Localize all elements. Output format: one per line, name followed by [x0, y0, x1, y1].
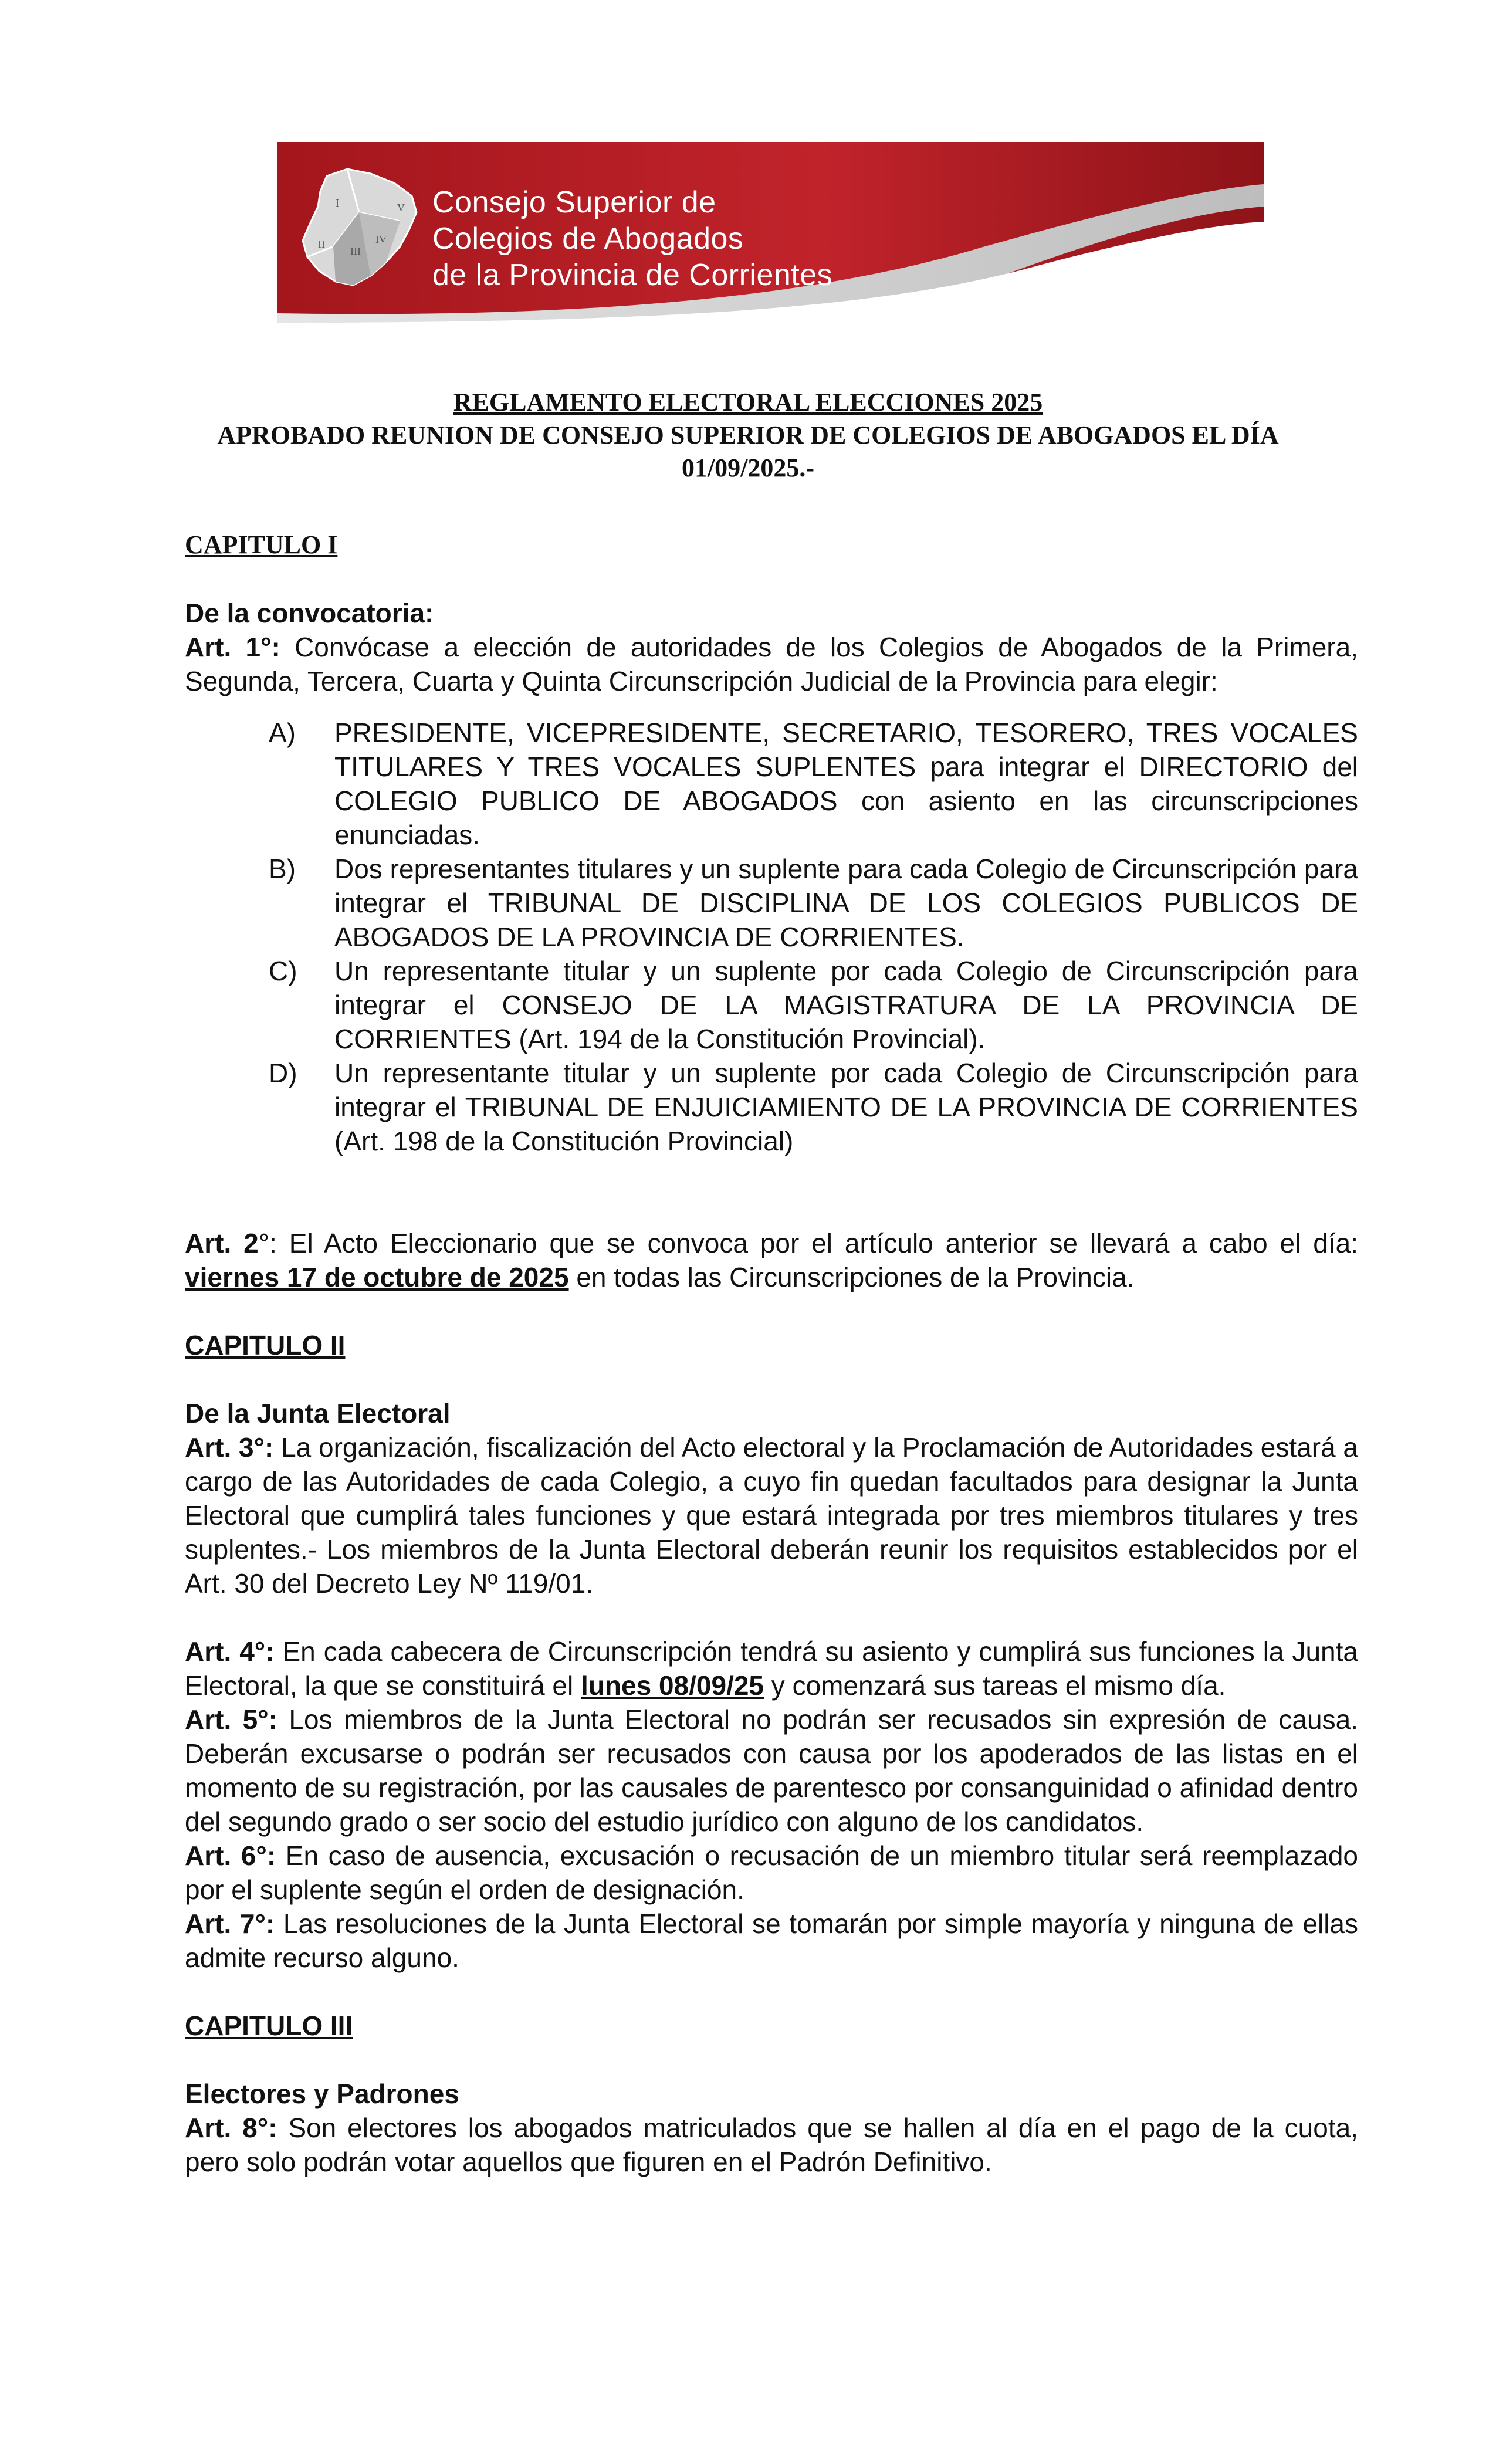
article-2-text-a: °: El Acto Eleccionario que se convoca por el artículo anterior se llevará a cabo el día:: [258, 1228, 1358, 1258]
section-heading-electores: Electores y Padrones: [185, 2079, 459, 2109]
section-heading-junta: De la Junta Electoral: [185, 1398, 451, 1429]
list-marker: B): [269, 854, 296, 884]
list-text: Un representante titular y un suplente por cada Colegio de Circunscripción para integrar el CONSEJO DE LA MAGISTRATURA DE LA PROVINCIA DE CORRIENTES (Art. 194 de la Constitución Provincial).: [334, 956, 1358, 1054]
article-3: [185, 1430, 1358, 1600]
list-item: [185, 954, 1358, 1056]
list-text: PRESIDENTE, VICEPRESIDENTE, SECRETARIO, TESORERO, TRES VOCALES TITULARES Y TRES VOCALES SUPLENTES para integrar el DIRECTORIO del COLEGIO PUBLICO DE ABOGADOS con asiento en las circunscripciones enunciadas.: [334, 717, 1358, 850]
article-1-list: [185, 716, 1358, 1158]
article-4-text-b: y comenzará sus tareas el mismo día.: [764, 1670, 1226, 1701]
banner-line-1: Consejo Superior de: [432, 185, 716, 219]
article-2: [185, 1226, 1358, 1294]
article-6: [185, 1839, 1358, 1907]
document-body: [185, 528, 1358, 2179]
article-1-text: Convócase a elección de autoridades de los Colegios de Abogados de la Primera, Segunda, Tercera, Cuarta y Quinta Circunscripción Judicial de la Provincia para elegir:: [185, 632, 1358, 696]
article-6-label: Art. 6°:: [185, 1840, 276, 1871]
article-1: [185, 630, 1358, 698]
list-item: [185, 716, 1358, 852]
junta-date: lunes 08/09/25: [581, 1670, 764, 1701]
list-marker: A): [269, 717, 296, 748]
svg-text:IV: IV: [375, 233, 387, 245]
list-marker: D): [269, 1058, 297, 1088]
list-marker: C): [269, 956, 297, 986]
chapter-heading-2: CAPITULO II: [185, 1330, 346, 1360]
article-5-text: Los miembros de la Junta Electoral no podrán ser recusados sin expresión de causa. Deberán excusarse o podrán ser recusados con causa por los apoderados de las listas en el momento de su registración, por las causales de parentesco por consanguinidad o afinidad dentro del segundo grado o ser socio del estudio jurídico con alguno de los candidatos.: [185, 1704, 1359, 1837]
banner-line-2: Colegios de Abogados: [432, 222, 744, 256]
article-7-label: Art. 7°:: [185, 1908, 275, 1939]
svg-text:I: I: [336, 197, 339, 209]
article-4-text-a: En cada cabecera de Circunscripción tendrá su asiento y cumplirá sus funciones la Junta Electoral, la que se constituirá el: [185, 1636, 1358, 1701]
article-3-text: La organización, fiscalización del Acto electoral y la Proclamación de Autoridades estará a cargo de las Autoridades de cada Colegio, a cuyo fin quedan facultados para designar la Junta Electoral que cumplirá tales funciones y que estará integrada por tres miembros titulares y tres suplentes.- Los miembros de la Junta Electoral deberán reunir los requisitos establecidos por el Art. 30 del Decreto Ley Nº 119/01.: [185, 1432, 1359, 1599]
article-8-text: Son electores los abogados matriculados que se hallen al día en el pago de la cuota, pero solo podrán votar aquellos que figuren en el Padrón Definitivo.: [185, 2113, 1358, 2177]
list-text: Dos representantes titulares y un suplente para cada Colegio de Circunscripción para integrar el TRIBUNAL DE DISCIPLINA DE LOS COLEGIOS PUBLICOS DE ABOGADOS DE LA PROVINCIA DE CORRIENTES.: [334, 854, 1358, 952]
article-8: [185, 2111, 1358, 2179]
title-line-1: REGLAMENTO ELECTORAL ELECCIONES 2025: [453, 388, 1043, 417]
banner-title: [432, 184, 832, 293]
article-8-label: Art. 8°:: [185, 2113, 277, 2143]
article-5-label: Art. 5°:: [185, 1704, 277, 1735]
svg-text:II: II: [318, 238, 325, 250]
article-4: [185, 1634, 1358, 1703]
article-6-text: En caso de ausencia, excusación o recusación de un miembro titular será reemplazado por el suplente según el orden de designación.: [185, 1840, 1358, 1905]
article-2-label: Art. 2: [185, 1228, 259, 1258]
article-3-label: Art. 3°:: [185, 1432, 274, 1463]
svg-text:III: III: [350, 245, 361, 257]
chapter-heading-3: CAPITULO III: [185, 2011, 353, 2041]
election-date: viernes 17 de octubre de 2025: [185, 1262, 569, 1292]
banner-line-3: de la Provincia de Corrientes: [432, 258, 833, 292]
section-heading-convocatoria: De la convocatoria:: [185, 598, 434, 628]
list-text: Un representante titular y un suplente por cada Colegio de Circunscripción para integrar el TRIBUNAL DE ENJUICIAMIENTO DE LA PROVINCIA DE CORRIENTES (Art. 198 de la Constitución Provincial): [334, 1058, 1358, 1156]
list-item: [185, 1056, 1358, 1158]
article-1-label: Art. 1°:: [185, 632, 280, 662]
article-4-label: Art. 4°:: [185, 1636, 275, 1667]
article-5: [185, 1703, 1358, 1839]
article-2-text-b: en todas las Circunscripciones de la Provincia.: [568, 1262, 1135, 1292]
title-line-3: 01/09/2025.-: [681, 453, 815, 482]
article-7: [185, 1907, 1358, 1975]
article-7-text: Las resoluciones de la Junta Electoral se tomarán por simple mayoría y ninguna de ellas admite recurso alguno.: [185, 1908, 1358, 1973]
svg-text:V: V: [397, 202, 405, 214]
document-title: [176, 386, 1320, 485]
list-item: [185, 852, 1358, 954]
header-banner: [277, 142, 1264, 323]
title-line-2: APROBADO REUNION DE CONSEJO SUPERIOR DE COLEGIOS DE ABOGADOS EL DÍA: [217, 421, 1279, 449]
chapter-heading-1: CAPITULO I: [185, 530, 338, 559]
